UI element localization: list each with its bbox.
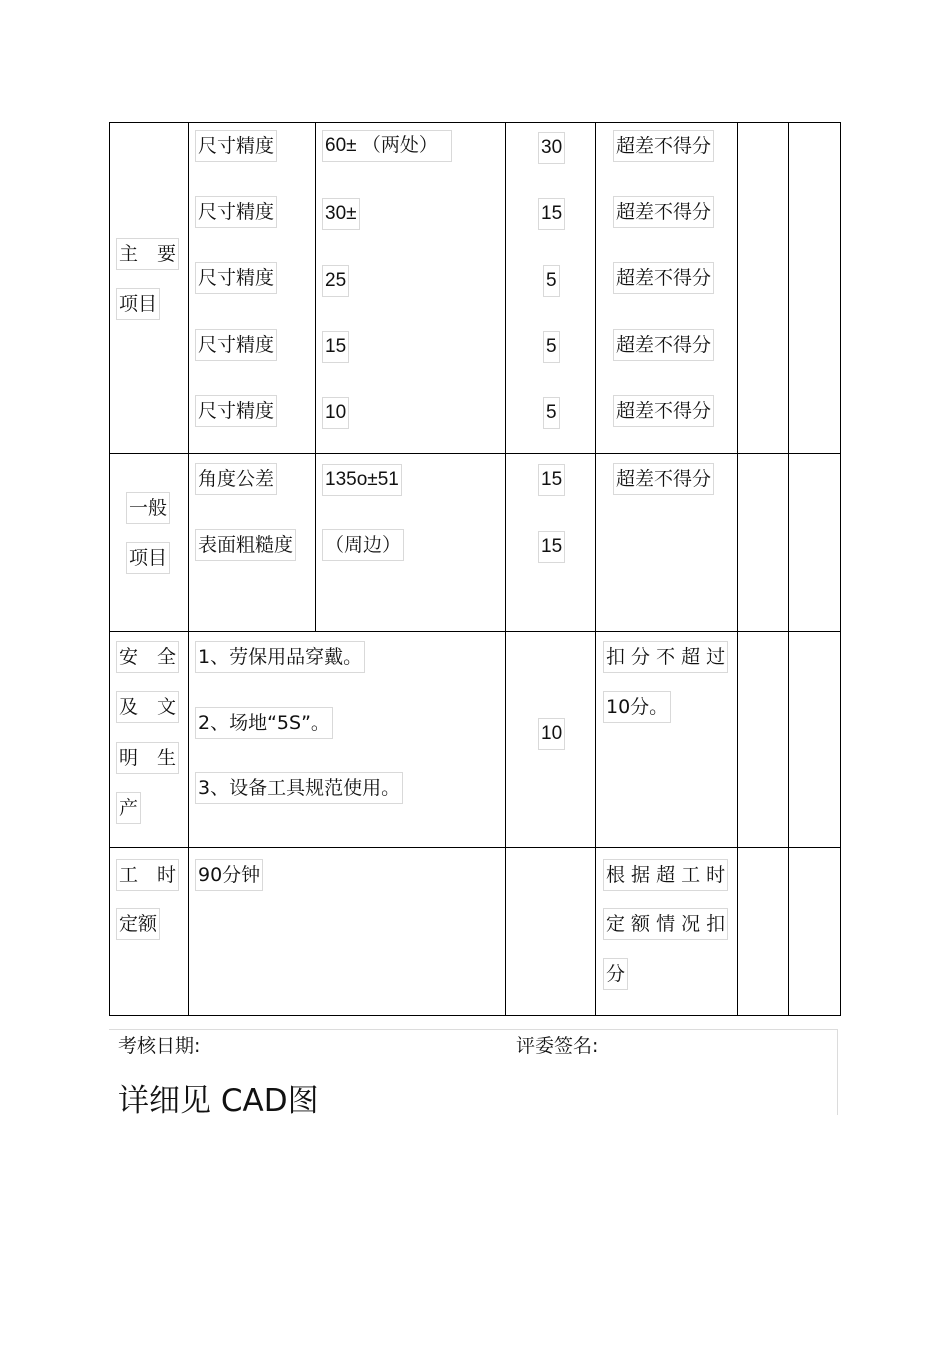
- time-quota-value: 90分钟: [195, 859, 263, 891]
- item-name: 角度公差: [195, 463, 277, 495]
- item-rule: 超差不得分: [613, 196, 714, 228]
- item-rule: 定 额 情 况 扣: [603, 908, 728, 940]
- judge-signature-label: 评委签名:: [516, 1035, 599, 1057]
- item-rule: 扣 分 不 超 过: [603, 641, 728, 673]
- item-score: 5: [543, 265, 560, 297]
- safety-requirement: 1、劳保用品穿戴。: [195, 641, 365, 673]
- item-name: 尺寸精度: [195, 196, 277, 228]
- item-score: 15: [538, 531, 565, 563]
- table-border-left: [109, 122, 110, 1016]
- category-label: 工 时: [116, 859, 179, 891]
- column-divider: [737, 122, 738, 1016]
- item-spec: 60± （两处）: [322, 130, 452, 162]
- category-label: 一般: [126, 492, 170, 524]
- cad-reference-note: 详细见 CAD图: [118, 1083, 319, 1119]
- item-name: 尺寸精度: [195, 262, 277, 294]
- footer-frame-right: [837, 1029, 838, 1115]
- category-label: 定额: [116, 908, 160, 940]
- column-divider: [315, 122, 316, 631]
- footer-frame-top: [109, 1029, 838, 1030]
- item-spec: （周边）: [322, 529, 404, 561]
- item-rule: 超差不得分: [613, 262, 714, 294]
- item-score: 5: [543, 397, 560, 429]
- item-name: 尺寸精度: [195, 130, 277, 162]
- row-divider: [109, 453, 841, 454]
- item-name: 尺寸精度: [195, 329, 277, 361]
- item-score: 15: [538, 198, 565, 230]
- item-spec: 10: [322, 397, 349, 429]
- category-label: 项目: [116, 288, 160, 320]
- item-name: 尺寸精度: [195, 395, 277, 427]
- item-rule: 10分。: [603, 691, 671, 723]
- item-score: 30: [538, 132, 565, 164]
- item-score: 15: [538, 464, 565, 496]
- category-label: 产: [116, 792, 141, 824]
- item-spec: 135o±51: [322, 464, 402, 496]
- item-rule: 超差不得分: [613, 463, 714, 495]
- item-score: 10: [538, 718, 565, 750]
- item-spec: 30±: [322, 198, 360, 230]
- item-spec: 25: [322, 265, 349, 297]
- item-rule: 根 据 超 工 时: [603, 859, 728, 891]
- item-score: 5: [543, 331, 560, 363]
- category-label: 项目: [126, 542, 170, 574]
- column-divider: [788, 122, 789, 1016]
- row-divider: [109, 847, 841, 848]
- table-border-top: [109, 122, 841, 123]
- category-label: 及 文: [116, 691, 179, 723]
- item-rule: 分: [603, 958, 628, 990]
- item-spec: 15: [322, 331, 349, 363]
- table-border-right: [840, 122, 841, 1016]
- item-rule: 超差不得分: [613, 395, 714, 427]
- column-divider: [188, 122, 189, 1016]
- category-label: 主 要: [116, 238, 179, 270]
- column-divider: [505, 122, 506, 1016]
- item-rule: 超差不得分: [613, 329, 714, 361]
- item-rule: 超差不得分: [613, 130, 714, 162]
- safety-requirement: 2、场地“5S”。: [195, 707, 333, 739]
- row-divider: [109, 631, 841, 632]
- exam-date-label: 考核日期:: [118, 1035, 201, 1057]
- category-label: 明 生: [116, 742, 179, 774]
- safety-requirement: 3、设备工具规范使用。: [195, 772, 403, 804]
- column-divider: [595, 122, 596, 1016]
- item-name: 表面粗糙度: [195, 529, 296, 561]
- table-border-bottom: [109, 1015, 841, 1016]
- category-label: 安 全: [116, 641, 179, 673]
